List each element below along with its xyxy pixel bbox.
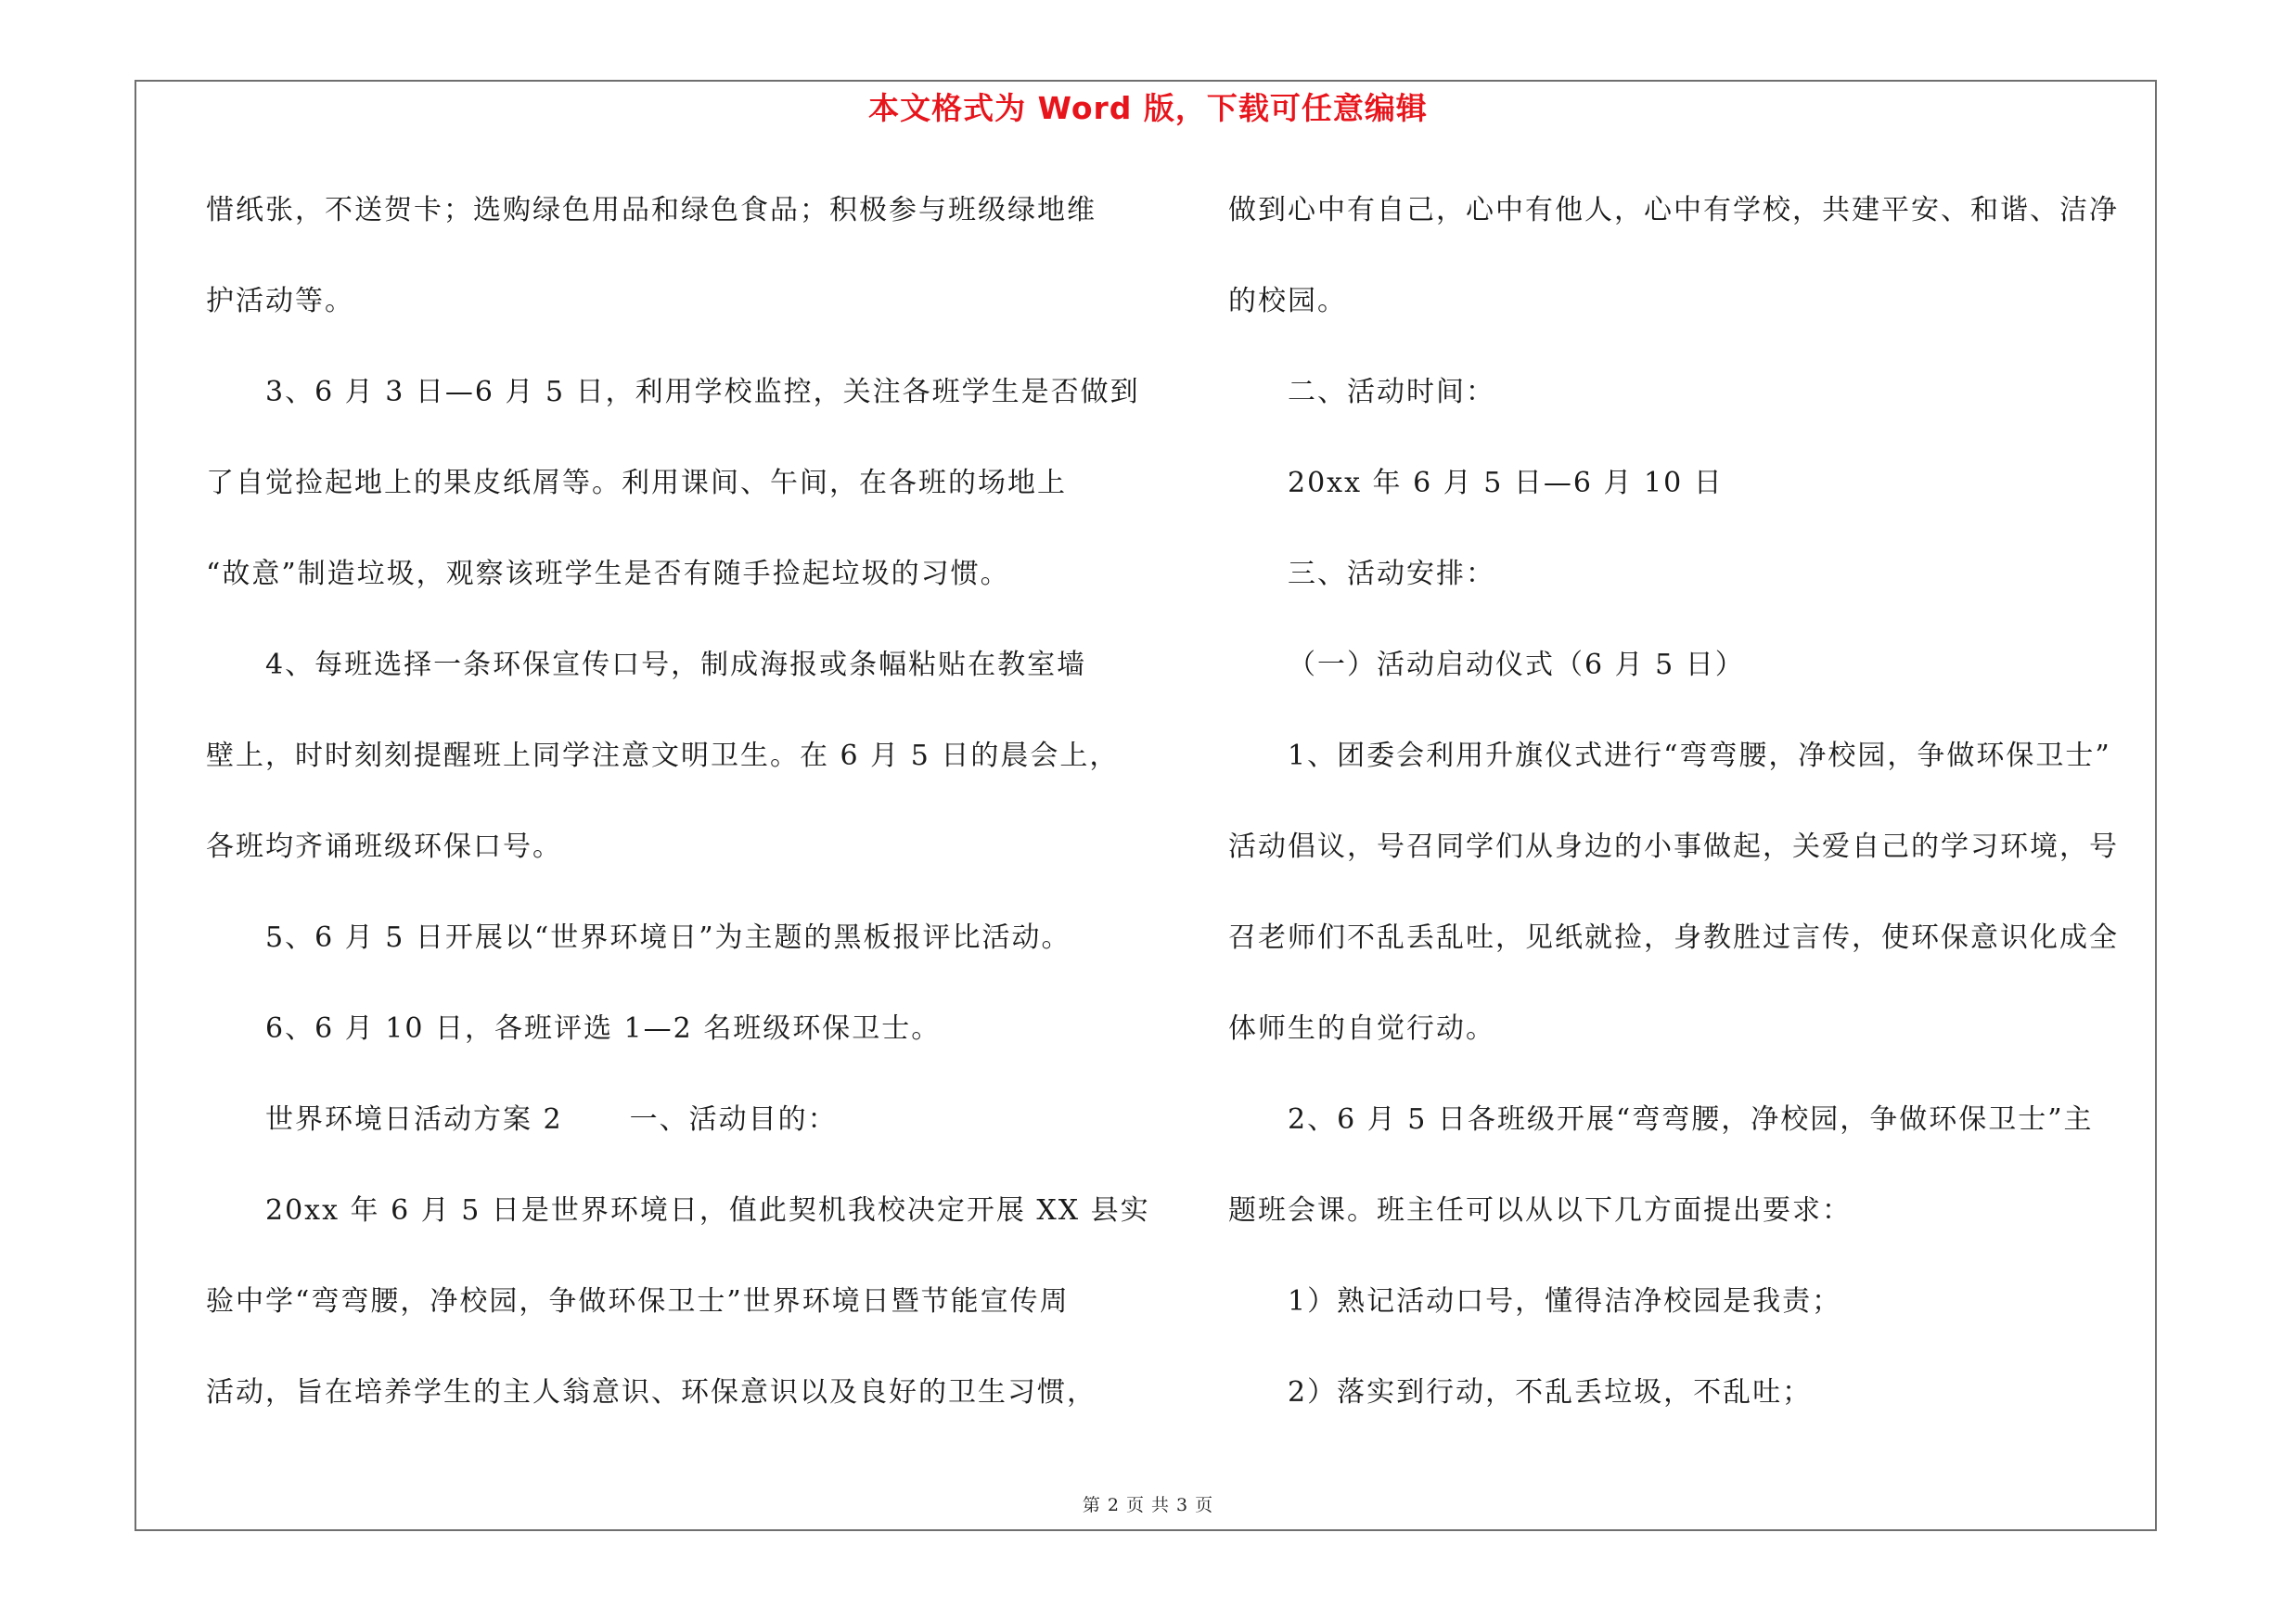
paragraph-line: 了自觉捡起地上的果皮纸屑等。利用课间、午间，在各班的场地上	[206, 467, 1067, 499]
paragraph-line: 5、6 月 5 日开展以“世界环境日”为主题的黑板报评比活动。	[265, 921, 1071, 954]
page-number: 第 2 页 共 3 页	[1082, 1495, 1214, 1515]
paragraph-line: 做到心中有自己，心中有他人，心中有学校，共建平安、和谐、洁净	[1228, 194, 2119, 226]
paragraph-line: 惜纸张，不送贺卡；选购绿色用品和绿色食品；积极参与班级绿地维	[206, 194, 1097, 226]
paragraph-line: 1）熟记活动口号，懂得洁净校园是我责；	[1288, 1285, 1842, 1318]
paragraph-line: “故意”制造垃圾，观察该班学生是否有随手捡起垃圾的习惯。	[206, 558, 1010, 590]
section-heading-purpose: 一、活动目的：	[629, 1103, 838, 1136]
paragraph-line: 4、每班选择一条环保宣传口号，制成海报或条幅粘贴在教室墙	[265, 649, 1087, 681]
paragraph-line: 召老师们不乱丢乱吐，见纸就捡，身教胜过言传，使环保意识化成全	[1228, 921, 2119, 954]
plan-title: 世界环境日活动方案 2	[265, 1103, 563, 1136]
format-notice-banner: 本文格式为 Word 版，下载可任意编辑	[868, 90, 1428, 126]
paragraph-line: 各班均齐诵班级环保口号。	[206, 831, 562, 863]
subsection-heading: （一）活动启动仪式（6 月 5 日）	[1288, 649, 1745, 681]
paragraph-line: 20xx 年 6 月 5 日—6 月 10 日	[1288, 467, 1724, 499]
paragraph-line: 壁上，时时刻刻提醒班上同学注意文明卫生。在 6 月 5 日的晨会上，	[206, 740, 1120, 772]
paragraph-line: 活动，旨在培养学生的主人翁意识、环保意识以及良好的卫生习惯，	[206, 1376, 1097, 1409]
paragraph-line: 验中学“弯弯腰，净校园，争做环保卫士”世界环境日暨节能宣传周	[206, 1285, 1070, 1318]
left-text-column	[206, 182, 1150, 1455]
paragraph-line: 的校园。	[1228, 285, 1347, 317]
paragraph-line: 体师生的自觉行动。	[1228, 1012, 1495, 1045]
paragraph-line: 2、6 月 5 日各班级开展“弯弯腰，净校园，争做环保卫士”主	[1288, 1103, 2094, 1136]
section-heading-time: 二、活动时间：	[1288, 376, 1495, 408]
paragraph-line: 2）落实到行动，不乱丢垃圾，不乱吐；	[1288, 1376, 1813, 1409]
paragraph-line: 1、团委会利用升旗仪式进行“弯弯腰，净校园，争做环保卫士”	[1288, 740, 2111, 772]
plan-heading-line	[206, 1091, 1143, 1182]
paragraph-line: 护活动等。	[206, 285, 354, 317]
section-heading-arrangement: 三、活动安排：	[1288, 558, 1495, 590]
paragraph-line: 3、6 月 3 日—6 月 5 日，利用学校监控，关注各班学生是否做到	[265, 376, 1140, 408]
paragraph-line: 20xx 年 6 月 5 日是世界环境日，值此契机我校决定开展 XX 县实	[265, 1194, 1150, 1227]
paragraph-line: 活动倡议，号召同学们从身边的小事做起，关爱自己的学习环境，号	[1228, 831, 2119, 863]
right-text-column	[1228, 182, 2165, 1455]
paragraph-line: 6、6 月 10 日，各班评选 1—2 名班级环保卫士。	[265, 1012, 942, 1045]
paragraph-line: 题班会课。班主任可以从以下几方面提出要求：	[1228, 1194, 1852, 1227]
